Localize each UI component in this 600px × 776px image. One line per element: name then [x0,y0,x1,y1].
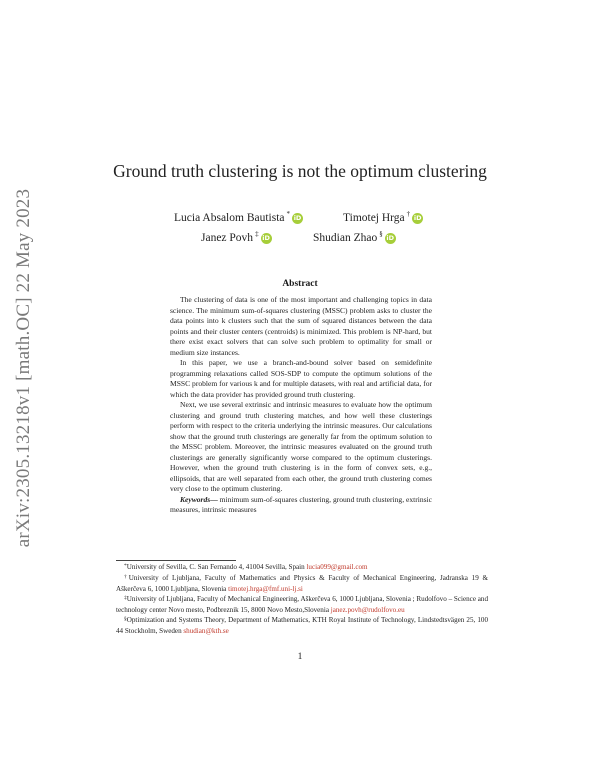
orcid-icon[interactable]: iD [262,233,270,242]
paper-title: Ground truth clustering is not the optimum clustering [113,161,487,181]
footnote [116,562,488,573]
footnote [116,615,488,636]
footnote-mark: * [124,563,127,569]
footnote-text: University of Ljubljana, Faculty of Mechanical Engineering, Aškerčeva 6, 1000 Ljubljana, Slovenia ; Rudolfovo – Science and technology center Novo mesto, Podbreznik 15, 8000 Novo Mesto,Slovenia [116,595,489,614]
keywords [170,495,432,516]
keywords-label: Keywords— [180,494,218,504]
email-link[interactable]: timotej.hrga@fmf.uni-lj.si [228,585,303,593]
footnote-text: Optimization and Systems Theory, Department of Mathematics, KTH Royal Institute of Technology, Lindstedtsvägen 25, 100 44 Stockholm, Sweden [116,616,488,635]
abstract-paragraph: In this paper, we use a branch-and-bound solver based on semidefinite programming relaxations called SOS-SDP to compute the optimum solutions of the MSSC problem for various k and for multiple datasets, with real and artificial data, for which the data provider has provided ground truth clustering. [170,358,432,399]
author-1 [174,212,303,224]
footnote-rule [116,560,236,561]
author-3 [201,232,272,244]
page-number: 1 [297,652,303,662]
author-2 [343,212,423,224]
author-mark: ‡ [255,230,259,238]
abstract-paragraph: Next, we use several extrinsic and intrinsic measures to evaluate how the optimum clustering and ground truth clustering matches, and how well these clusterings perform with respect to the criteria underlying the intrinsic measures. Our calculations show that the ground truth clusterings are generally far from the optimum solution to the MSSC problem. Moreover, the intrinsic measures evaluated on the ground truth clusterings are generally significantly worse compared to the optimum clusterings. However, when the ground truth clustering is in the form of convex sets, e.g., ellipsoids, that are well separated from each other, the ground truth clustering comes very close to the optimum clustering. [170,400,432,493]
footnotes [116,560,488,636]
keywords-text: minimum sum-of-squares clustering, ground truth clustering, extrinsic measures, intrinsic measures [170,494,432,514]
author-name: Shudian Zhao [313,232,378,244]
footnote-text: University of Sevilla, C. San Fernando 4, 41004 Sevilla, Spain [126,563,305,571]
email-link[interactable]: lucia099@gmail.com [306,563,368,571]
footnote-mark: § [124,616,127,622]
footnote [116,573,488,594]
orcid-icon[interactable]: iD [413,213,422,222]
arxiv-identifier [2,168,46,568]
author-mark: † [406,210,411,218]
author-4 [313,232,396,244]
abstract-paragraph: The clustering of data is one of the most important and challenging topics in data science. The minimum sum-of-squares clustering (MSSC) problem asks to cluster the data points into k clusters such that the sum of squared distances between the data points and their cluster centers (centroids) is minimized. This problem is NP-hard, but there exist exact solvers that can solve such problem to optimality for small or medium size instances. [170,295,432,357]
footnote-mark: † [124,574,129,580]
author-name: Lucia Absalom Bautista [174,212,285,224]
footnote [116,594,488,615]
orcid-icon[interactable]: iD [293,213,302,222]
footnote-mark: ‡ [124,595,127,601]
author-name: Janez Povh [201,232,254,244]
email-link[interactable]: shudian@kth.se [183,627,229,635]
author-name: Timotej Hrga [343,212,405,224]
orcid-icon[interactable]: iD [386,233,395,242]
email-link[interactable]: janez.povh@rudolfovo.eu [330,606,405,614]
abstract-heading: Abstract [282,279,318,289]
author-mark: * [286,210,291,218]
arxiv-id-text: arXiv:2305.13218v1 [math.OC] 22 May 2023 [13,188,34,548]
abstract-body [170,295,432,516]
author-mark: § [379,230,383,238]
footnote-text: University of Ljubljana, Faculty of Mathematics and Physics & Faculty of Mechanical Engineering, Jadranska 19 & Aškerčeva 6, 1000 Ljubljana, Slovenia [116,574,489,593]
